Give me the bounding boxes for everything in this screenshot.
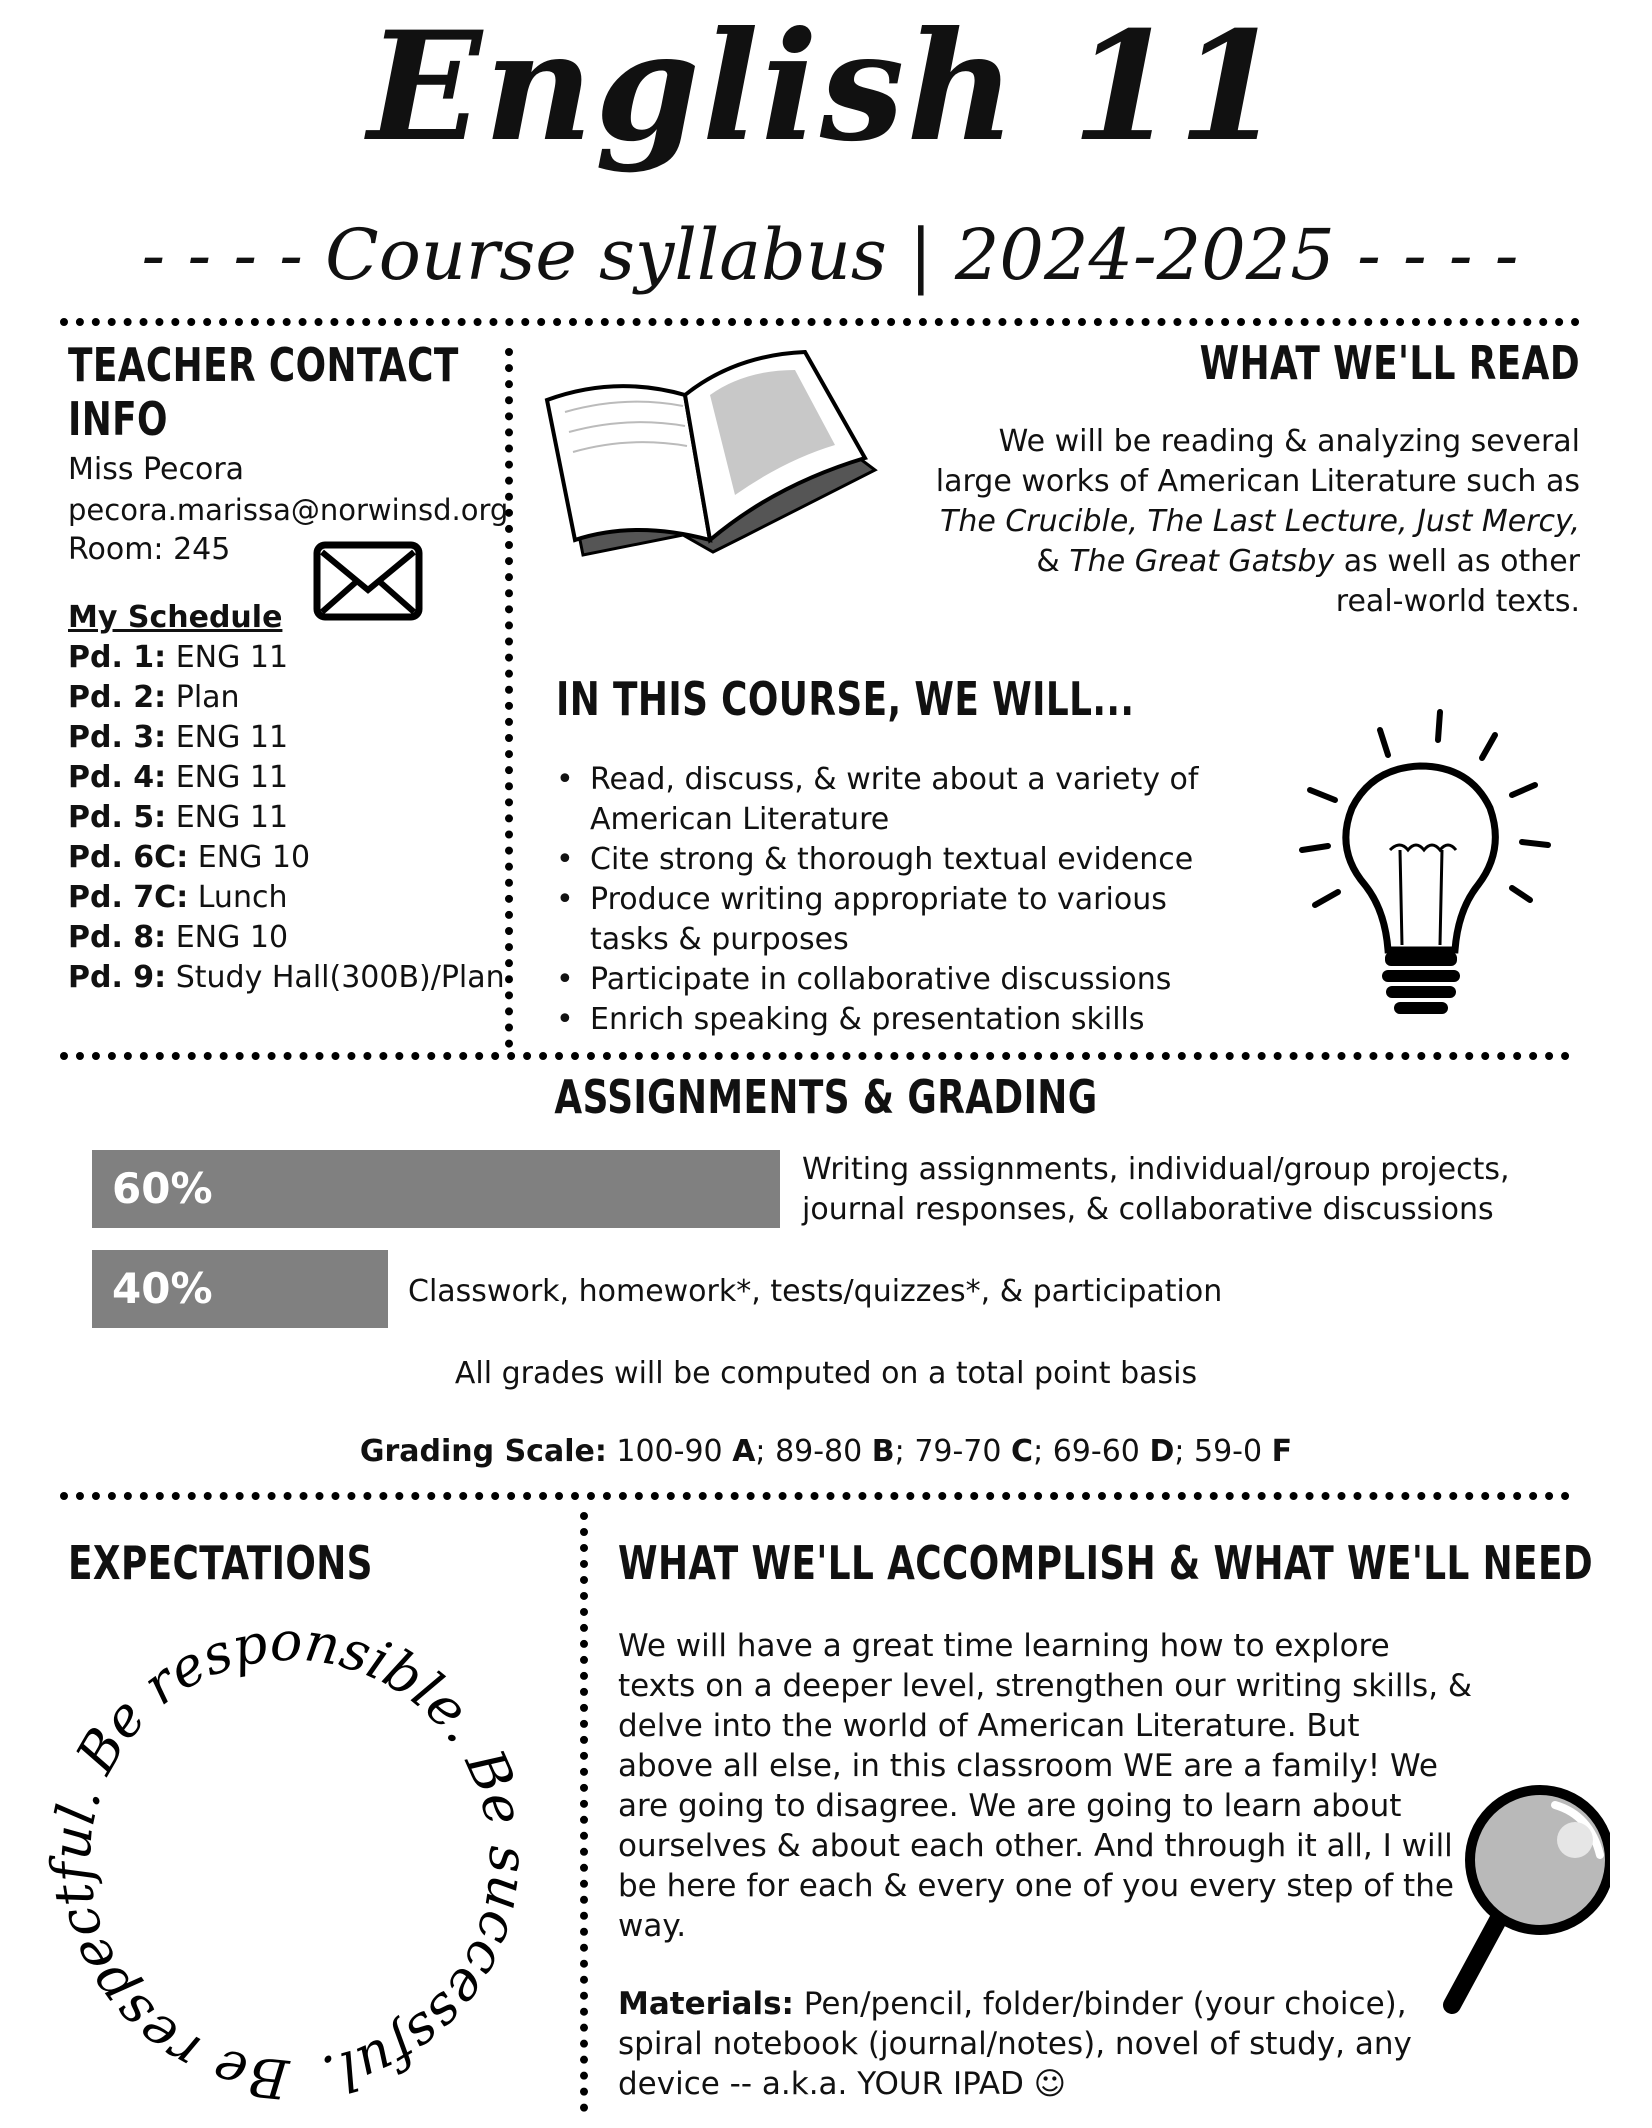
page-title: English 11: [367, 0, 1285, 175]
grading-scale: Grading Scale: 100-90 A; 89-80 B; 79-70 C; 69-60 D; 59-0 F: [359, 1434, 1293, 1469]
teacher-room: Room: 245: [68, 532, 231, 567]
divider-bottom: [60, 1492, 1570, 1500]
course-heading: IN THIS COURSE, WE WILL...: [556, 672, 1135, 726]
contact-heading-line2: INFO: [68, 392, 168, 446]
course-list: [552, 760, 1252, 1040]
contact-heading-line1: TEACHER CONTACT: [68, 338, 459, 392]
reading-heading: WHAT WE'LL READ: [1199, 336, 1580, 390]
schedule-heading: My Schedule: [68, 600, 283, 635]
expectations-heading: EXPECTATIONS: [68, 1536, 373, 1590]
grading-basis-note: All grades will be computed on a total point basis: [454, 1356, 1198, 1391]
list-item: • Cite strong & thorough textual evidence: [552, 840, 1252, 880]
list-item: • Enrich speaking & presentation skills: [552, 1000, 1252, 1040]
divider-top: [60, 318, 1580, 326]
grading-heading: ASSIGNMENTS & GRADING: [554, 1070, 1098, 1124]
schedule-row: Pd. 1: ENG 11: [68, 640, 289, 675]
reading-line: large works of American Literature such as: [935, 464, 1580, 499]
list-item: • Produce writing appropriate to various tasks & purposes: [552, 880, 1252, 960]
reading-line: We will be reading & analyzing several: [998, 424, 1580, 459]
list-item: • Read, discuss, & write about a variety of American Literature: [552, 760, 1252, 840]
lightbulb-icon: [1290, 700, 1560, 1030]
page-subtitle: - - - - Course syllabus | 2024-2025 - - - -: [141, 214, 1519, 296]
contact-section: [68, 338, 508, 570]
grade-description-60: Writing assignments, individual/group projects, journal responses, & collaborative discussions: [802, 1152, 1510, 1227]
schedule-row: Pd. 2: Plan: [68, 680, 240, 715]
schedule-row: Pd. 3: ENG 11: [68, 720, 289, 755]
open-book-icon: [535, 340, 895, 580]
schedule-section: [68, 598, 508, 998]
grade-bar-40: 40%: [92, 1250, 388, 1328]
list-item: • Participate in collaborative discussions: [552, 960, 1252, 1000]
accomplish-paragraph: We will have a great time learning how to explore texts on a deeper level, strengthen our writing skills, & delve into the world of American Literature. But above all else, in this classroom WE are a family! We are going to disagree. We are going to learn about ourselves & about each other. And through it all, I will be here for each & every one of you every step of the way.: [618, 1628, 1473, 1944]
reading-line: & The Great Gatsby as well as other: [1036, 544, 1580, 579]
accomplish-heading: WHAT WE'LL ACCOMPLISH & WHAT WE'LL NEED: [618, 1536, 1594, 1590]
schedule-row: Pd. 9: Study Hall(300B)/Plan: [68, 960, 505, 995]
teacher-email[interactable]: pecora.marissa@norwinsd.org: [68, 493, 509, 527]
grade-description-40: Classwork, homework*, tests/quizzes*, & participation: [408, 1274, 1223, 1309]
magnifying-glass-icon: [1440, 1780, 1610, 2020]
schedule-row: Pd. 5: ENG 11: [68, 800, 289, 835]
schedule-row: Pd. 6C: ENG 10: [68, 840, 311, 875]
grade-bar-60: 60%: [92, 1150, 780, 1228]
divider-vertical-bottom: [580, 1512, 588, 2112]
reading-titles: The Crucible, The Last Lecture, Just Mercy,: [940, 504, 1580, 539]
schedule-row: Pd. 8: ENG 10: [68, 920, 289, 955]
schedule-row: Pd. 7C: Lunch: [68, 880, 288, 915]
schedule-row: Pd. 4: ENG 11: [68, 760, 289, 795]
divider-middle: [60, 1052, 1570, 1060]
materials-text: Materials: Pen/pencil, folder/binder (your choice), spiral notebook (journal/notes), novel of study, any device -- a.k.a. YOUR IPAD ☺: [618, 1986, 1412, 2102]
teacher-name: Miss Pecora: [68, 452, 245, 487]
expectations-circle: [20, 1600, 560, 2120]
circle-text: Be respectful. Be responsible. Be successful.: [39, 1609, 541, 2111]
reading-line: real-world texts.: [1335, 584, 1580, 619]
reading-text: [860, 422, 1580, 622]
